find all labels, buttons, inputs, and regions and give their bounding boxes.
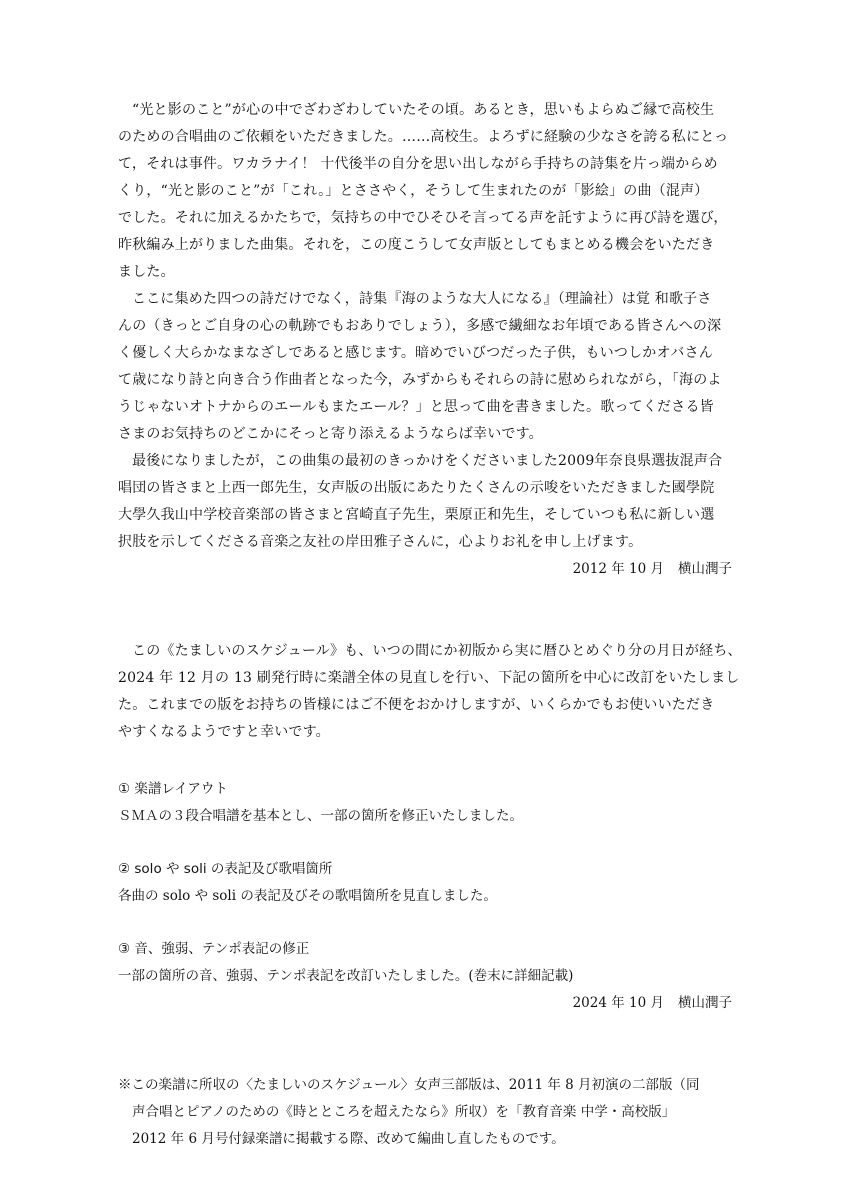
preface-paragraph-3: [118, 448, 732, 556]
revision-item-heading: ② solo や soli の表記及び歌唱箇所: [118, 861, 333, 877]
preface-signature: [118, 556, 732, 583]
text-line: さまのお気持ちのどこかにそっと寄り添えるようならば幸いです。: [118, 426, 543, 442]
text-line: くり，“光と影のこと”が「これ。」とささやく，そうして生まれたのが「影絵」の曲（混声）: [118, 183, 709, 199]
text-line: “光と影のこと”が心の中でざわざわしていたその頃。あるとき，思いもよらぬご縁で高校生: [132, 102, 715, 118]
text-line: 2024 年 12 月の 13 刷発行時に楽譜全体の見直しを行い、下記の箇所を中心に改訂をいたしまし: [118, 670, 740, 686]
text-line: ※この楽譜に所収の〈たましいのスケジュール〉女声三部版は、2011 年 8 月初演の二部版（同: [118, 1077, 700, 1093]
text-line: て歳になり詩と向き合う作曲者となった今，みずからもそれらの詩に慰められながら，「海のよ: [118, 372, 722, 388]
revision-item-body: ＳＭＡの３段合唱譜を基本とし、一部の箇所を修正いたしました。: [118, 808, 523, 824]
revision-item-heading: ③ 音、強弱、テンポ表記の修正: [118, 941, 310, 957]
revision-item-body: 一部の箇所の音、強弱、テンポ表記を改訂いたしました。(巻末に詳細記載): [118, 968, 574, 984]
text-line: やすくなるようですと幸いです。: [118, 724, 330, 740]
text-line: この《たましいのスケジュール》も、いつの間にか初版から実に暦ひとめぐり分の月日が経ち、: [132, 643, 742, 659]
text-line: のための合唱曲のご依頼をいただきました。……高校生。よろずに経験の少なさを誇る私にとっ: [118, 129, 729, 145]
preface-paragraph-2: [118, 286, 732, 448]
revision-item-3: [118, 936, 732, 990]
text-line: ここに集めた四つの詩だけでなく，詩集『海のような大人になる』（理論社）は覚 和歌子さ: [132, 291, 712, 307]
preface-paragraph-1: [118, 97, 732, 286]
text-line: 昨秋編み上がりました曲集。それを，この度こうして女声版としてもまとめる機会をいただき: [118, 237, 715, 253]
text-line: 唱団の皆さまと上西一郎先生，女声版の出版にあたりたくさんの示唆をいただきました國學院: [118, 480, 715, 496]
signature-author: 横山潤子: [678, 561, 732, 577]
text-line: うじゃないオトナからのエールもまたエール？」と思って曲を書きました。歌ってくださる皆: [118, 399, 714, 415]
revision-item-2: [118, 856, 732, 910]
text-line: んの（きっとご自身の心の軌跡でもおありでしょう），多感で繊細なお年頃である皆さんへの深: [118, 318, 722, 334]
revision-item-body: 各曲の solo や soli の表記及びその歌唱箇所を見直しました。: [118, 888, 497, 904]
footnote: [118, 1072, 732, 1153]
text-line: 大學久我山中学校音楽部の皆さまと宮崎直子先生，栗原正和先生，そしていつも私に新しい選: [118, 507, 715, 523]
signature-date: 2012 年 10 月: [572, 561, 664, 577]
text-line: 最後になりましたが，この曲集の最初のきっかけをくださいました2009年奈良県選抜混声合: [132, 453, 723, 469]
revision-section: [118, 638, 742, 1017]
text-line: でした。それに加えるかたちで，気持ちの中でひそひそ言ってる声を託すように再び詩を選び，: [118, 210, 728, 226]
text-line: ました。: [118, 264, 175, 280]
text-line: 択肢を示してくださる音楽之友社の岸田雅子さんに，心よりお礼を申し上げます。: [118, 534, 643, 550]
text-line: て，それは事件。ワカラナイ！ 十代後半の自分を思い出しながら手持ちの詩集を片っ端からめ: [118, 156, 718, 172]
text-line: く優しく大らかなまなざしであると感じます。暗めでいびつだった子供，もいつしかオバさん: [118, 345, 713, 361]
revision-item-1: [118, 776, 732, 830]
text-line: 声合唱とピアノのための《時とところを超えたなら》所収）を「教育音楽 中学・高校版」: [132, 1104, 676, 1120]
signature-author: 横山潤子: [678, 995, 732, 1011]
document-page: [118, 97, 742, 1153]
preface-section: [118, 97, 732, 583]
signature-date: 2024 年 10 月: [572, 995, 664, 1011]
revision-intro: [118, 638, 742, 746]
text-line: た。これまでの版をお持ちの皆様にはご不便をおかけしますが、いくらかでもお使いいただき: [118, 697, 715, 713]
revision-signature: [118, 990, 732, 1017]
revision-item-heading: ① 楽譜レイアウト: [118, 781, 228, 797]
text-line: 2012 年 6 月号付録楽譜に掲載する際、改めて編曲し直したものです。: [132, 1131, 565, 1147]
